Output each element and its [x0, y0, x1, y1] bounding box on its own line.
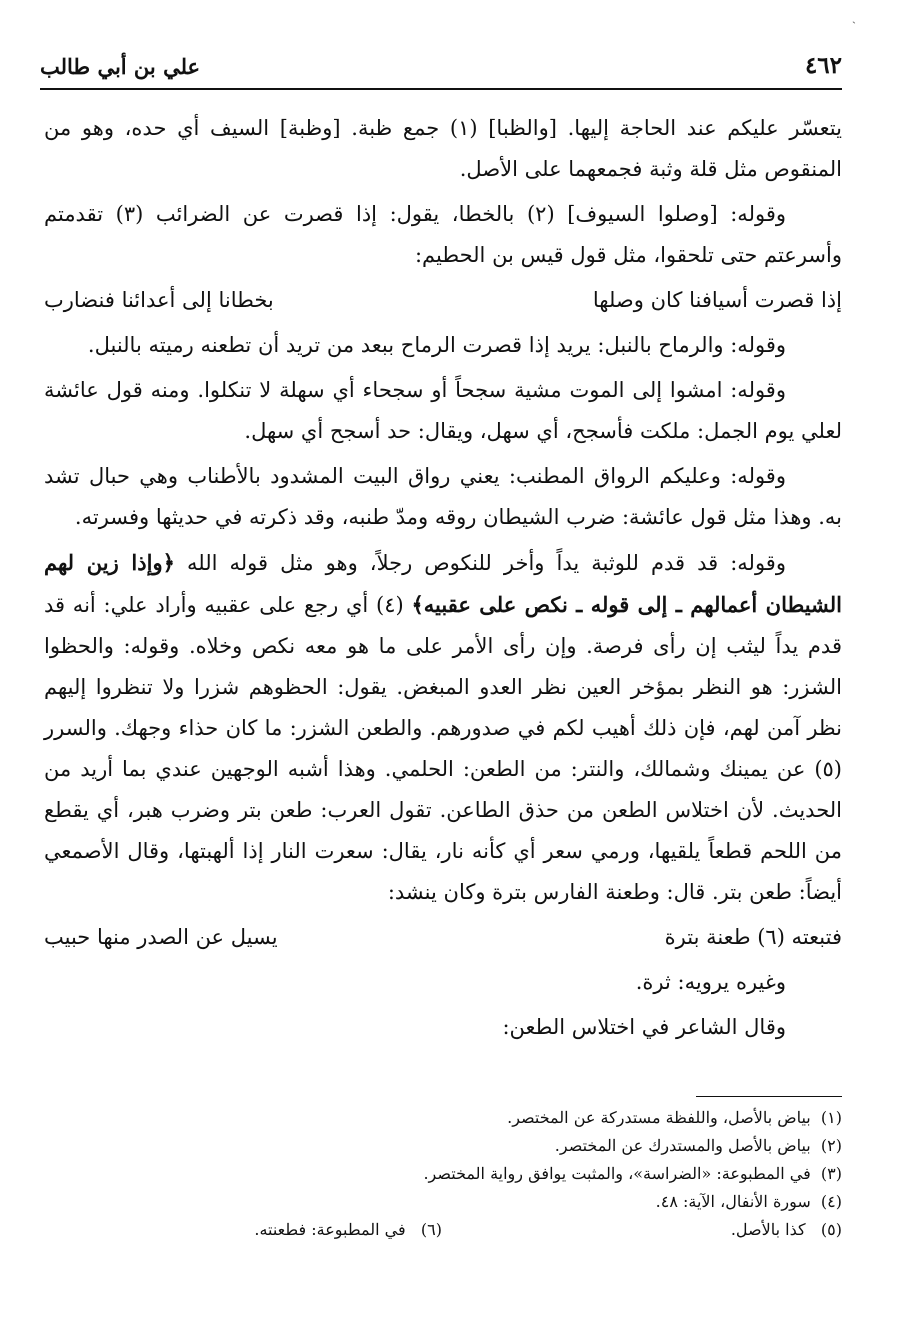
paragraph-2: وقوله: [وصلوا السيوف] (٢) بالخطا، يقول: إذا قصرت عن الضرائب (٣) تقدمتم وأسرعتم حتى تلحقوا، مثل قول قيس بن الحطيم:	[44, 202, 842, 267]
footnote-number: (١)	[820, 1108, 842, 1127]
footnote-number: (٣)	[820, 1164, 842, 1183]
paragraph-6-start: وقوله: قد قدم للوثبة يداً وأخر للنكوص رجلاً، وهو مثل قوله الله	[186, 551, 786, 575]
footnote-text: كذا بالأصل.	[730, 1220, 806, 1239]
scan-mark: ˎ	[852, 10, 856, 24]
paragraph-3: وقوله: والرماح بالنبل: يريد إذا قصرت الرماح ببعد من تريد أن تطعنه رميته بالنبل.	[87, 333, 786, 357]
quran-quote: ﴿وإذا زين لهم الشيطان أعمالهم ـ إلى قوله ـ نكص على عقبيه﴾	[44, 550, 842, 617]
footnote-5	[442, 1216, 842, 1244]
footnote-text: سورة الأنفال، الآية: ٤٨.	[655, 1192, 811, 1211]
paragraph-1: يتعسّر عليكم عند الحاجة إليها. [والظبا] (١) جمع ظبة. [وظبة] السيف أي حده، وهو من المنقوص مثل قلة وثبة فجمعهما على الأصل.	[44, 116, 842, 181]
page-header	[40, 52, 842, 90]
footnote-2	[200, 1132, 842, 1160]
paragraph-6	[44, 542, 842, 913]
footnote-text: في المطبوعة: فطعنته.	[254, 1220, 406, 1239]
footnote-6	[254, 1216, 442, 1244]
footnotes	[200, 1104, 842, 1244]
running-title: علي بن أبي طالب	[40, 54, 201, 79]
paragraph-4: وقوله: امشوا إلى الموت مشية سجحاً أو سجحاء أي سهلة لا تنكلوا. ومنه قول عائشة لعلي يوم الجمل: ملكت فأسجح، أي سهل، ويقال: حد أسجح أي سهل.	[44, 378, 842, 443]
footnote-1	[200, 1104, 842, 1132]
paragraph-6-end: (٤) أي رجع على عقبيه وأراد علي: أنه قد قدم يداً ليثب إن رأى فرصة. وإن رأى الأمر على ما هو معه نكص وخلاه. وقوله: والحظوا الشزر: هو النظر بمؤخر العين نظر العدو المبغض. يقول: الحظوهم شزرا ولا تنظروا إليهم نظر آمن لهم، فإن ذلك أهيب لكم في صدورهم. والطعن الشزر: ما كان حذاء وجهك. والسرر (٥) عن يمينك وشمالك، والنتر: من الطعن: الحلمي. وهذا أشبه الوجهين عندي بما أريد من الحديث. لأن اختلاس الطعن من حذق الطاعن. تقول العرب: طعن بتر وضرب هبر، أي يقطع من اللحم قطعاً يلقيها، ورمي سعر أي كأنه نار، يقال: سعرت النار إذا ألهبتها، وقال الأصمعي أيضاً: طعن بتر. قال: وطعنة الفارس بترة وكان ينشد:	[44, 593, 842, 904]
verse-1-second-hemistich: بخطانا إلى أعدائنا فنضارب	[44, 288, 274, 312]
verse-2-first-hemistich: فتبعته (٦) طعنة بترة	[664, 925, 842, 949]
paragraph-7: وغيره يرويه: ثرة.	[635, 970, 786, 994]
verse-1	[44, 280, 842, 321]
footnote-number: (٥)	[820, 1220, 842, 1239]
footnote-3	[200, 1160, 842, 1188]
footnote-separator	[696, 1096, 842, 1097]
verse-2-second-hemistich: يسيل عن الصدر منها حبيب	[44, 925, 278, 949]
body-text	[44, 108, 842, 1052]
footnote-number: (٢)	[820, 1136, 842, 1155]
footnote-row-5-6	[200, 1216, 842, 1244]
verse-1-first-hemistich: إذا قصرت أسيافنا كان وصلها	[592, 288, 842, 312]
paragraph-8: وقال الشاعر في اختلاس الطعن:	[502, 1015, 786, 1039]
footnote-4	[200, 1188, 842, 1216]
paragraph-5: وقوله: وعليكم الرواق المطنب: يعني رواق البيت المشدود بالأطناب وهي حبال تشد به. وهذا مثل قول عائشة: ضرب الشيطان روقه ومدّ طنبه، وقد ذكرته في حديثها وفسرته.	[44, 464, 842, 529]
verse-2	[44, 917, 842, 958]
footnote-text: بياض بالأصل والمستدرك عن المختصر.	[554, 1136, 811, 1155]
footnote-text: في المطبوعة: «الضراسة»، والمثبت يوافق رواية المختصر.	[423, 1164, 811, 1183]
footnote-text: بياض بالأصل، واللفظة مستدركة عن المختصر.	[507, 1108, 811, 1127]
footnote-number: (٦)	[420, 1220, 442, 1239]
page-number: ٤٦٢	[804, 52, 842, 79]
footnote-number: (٤)	[820, 1192, 842, 1211]
